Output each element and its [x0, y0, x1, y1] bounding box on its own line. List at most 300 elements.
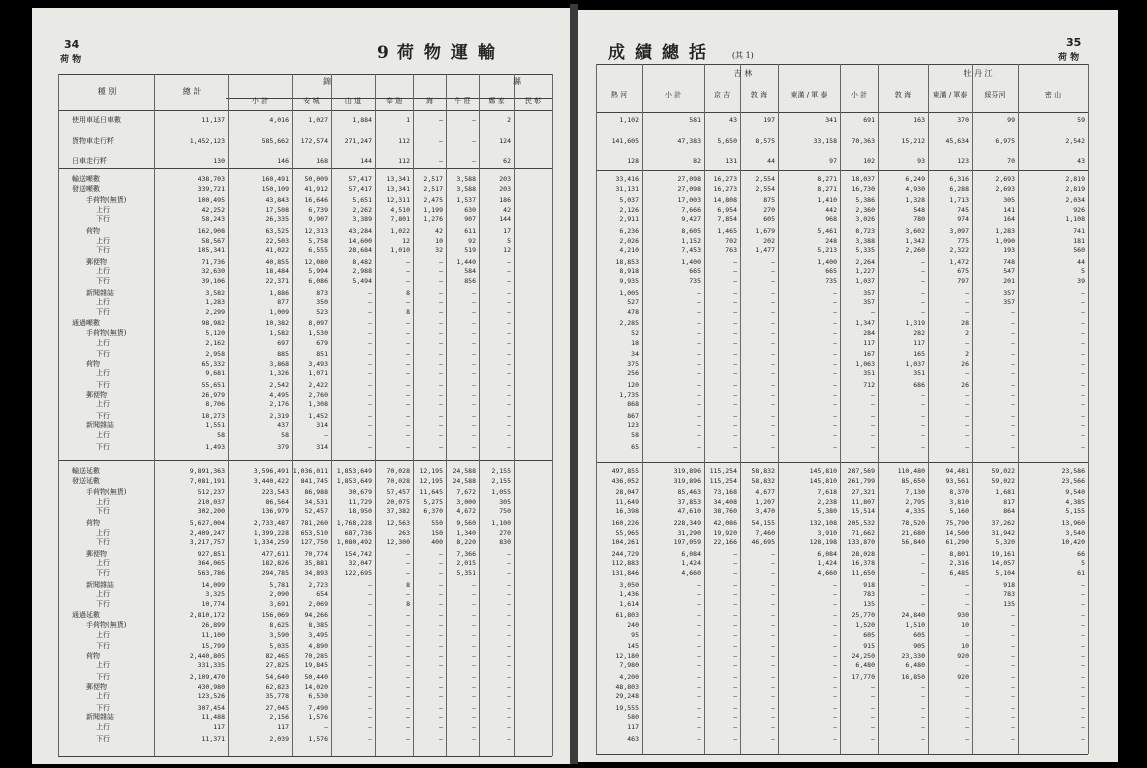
table-cell: —	[1011, 359, 1015, 368]
table-cell: —	[697, 421, 701, 430]
table-cell: 10,774	[201, 599, 225, 608]
table-cell: —	[439, 277, 443, 285]
table-cell: 1,326	[269, 369, 289, 378]
table-cell: 1,713	[949, 196, 969, 205]
table-cell: —	[1081, 703, 1085, 712]
table-cell: —	[406, 359, 410, 368]
table-cell: 78,520	[901, 519, 925, 527]
table-cell: 38,760	[713, 507, 737, 516]
table-cell: 5,781	[269, 580, 289, 589]
table-cell: —	[368, 692, 372, 701]
title-text: 荷物運輸	[396, 43, 505, 63]
table-cell: 7,980	[619, 661, 639, 670]
table-cell: 240	[627, 621, 639, 629]
table-cell: —	[1011, 621, 1015, 629]
sub-column-header: 小 計	[664, 91, 682, 99]
table-cell: 86,564	[265, 497, 289, 506]
table-cell: —	[439, 661, 443, 670]
table-cell: —	[1011, 411, 1015, 420]
column-line	[840, 64, 841, 754]
table-cell: —	[733, 713, 737, 722]
table-cell: —	[439, 642, 443, 651]
table-cell: 11,650	[851, 569, 875, 577]
table-cell: 1,100	[491, 519, 511, 527]
table-cell: 29,248	[615, 692, 639, 701]
table-cell: —	[697, 703, 701, 712]
table-cell: —	[472, 442, 476, 451]
table-cell: 11,137	[201, 116, 225, 124]
table-cell: —	[833, 288, 837, 297]
table-cell: —	[871, 400, 875, 409]
table-cell: 9,935	[619, 277, 639, 285]
table-cell: 11,645	[419, 488, 443, 497]
table-cell: 24,840	[901, 611, 925, 620]
table-cell: 4,210	[619, 246, 639, 255]
row-label: 下行	[96, 442, 110, 451]
column-line	[1018, 64, 1019, 754]
table-cell: —	[1081, 411, 1085, 420]
table-cell: 97	[829, 157, 837, 165]
table-cell: 6,316	[949, 175, 969, 183]
table-cell: 31,942	[991, 528, 1015, 537]
row-label: 手荷物(無貨)	[86, 488, 127, 497]
table-cell: 478	[627, 307, 639, 316]
table-cell: 6,086	[308, 277, 328, 285]
table-cell: 918	[1003, 580, 1015, 589]
table-cell: —	[1011, 734, 1015, 743]
table-cell: 1,071	[308, 369, 328, 378]
table-cell: 4,335	[905, 507, 925, 516]
table-cell: 18	[631, 338, 639, 347]
table-cell: —	[697, 713, 701, 722]
row-label: 上行	[96, 369, 110, 378]
table-cell: —	[472, 580, 476, 589]
table-cell: 117	[627, 723, 639, 731]
table-cell: 35,778	[265, 692, 289, 701]
table-cell: —	[406, 569, 410, 577]
rule-line	[58, 74, 552, 75]
table-cell: —	[439, 390, 443, 399]
table-cell: 5,351	[456, 569, 476, 577]
table-cell: —	[871, 421, 875, 430]
table-cell: 105,341	[197, 246, 225, 255]
table-cell: —	[921, 298, 925, 307]
table-cell: 5,275	[423, 497, 443, 506]
table-cell: —	[733, 431, 737, 439]
table-cell: 2,693	[995, 184, 1015, 193]
table-cell: 375	[627, 359, 639, 368]
table-cell: 44	[767, 157, 775, 165]
table-cell: 5	[1081, 559, 1085, 568]
table-cell: —	[406, 381, 410, 389]
table-cell: 702	[725, 236, 737, 245]
table-cell: 4,677	[755, 488, 775, 497]
table-cell: 10	[435, 236, 443, 245]
table-cell: —	[1081, 590, 1085, 599]
table-cell: —	[833, 298, 837, 307]
table-cell: 17,508	[265, 205, 289, 214]
table-cell: 1,424	[681, 559, 701, 568]
table-cell: 2,109,470	[189, 673, 225, 681]
table-cell: —	[1011, 338, 1015, 347]
table-cell: 6,288	[949, 184, 969, 193]
table-cell: 780	[913, 215, 925, 224]
table-cell: 73,168	[713, 488, 737, 497]
table-cell: 58,567	[201, 236, 225, 245]
table-cell: 11,371	[201, 734, 225, 743]
row-label: 上行	[96, 661, 110, 670]
table-cell: 915	[863, 642, 875, 651]
table-cell: —	[965, 411, 969, 420]
table-cell: 18,037	[851, 175, 875, 183]
table-cell: 163	[913, 116, 925, 124]
table-cell: 2,015	[456, 559, 476, 568]
table-cell: 136,979	[261, 507, 289, 516]
page-number: 35	[1066, 36, 1082, 49]
sub-column-header: 海	[426, 97, 433, 105]
table-cell: 14,808	[713, 196, 737, 205]
table-cell: —	[406, 329, 410, 337]
table-cell: 21,680	[901, 528, 925, 537]
table-cell: 3,440,422	[253, 476, 289, 485]
table-cell: 781,260	[300, 519, 328, 527]
table-cell: —	[965, 421, 969, 430]
row-label: 上行	[96, 400, 110, 409]
table-cell: 98,982	[201, 319, 225, 328]
table-cell: —	[1081, 723, 1085, 731]
table-cell: 581	[689, 116, 701, 124]
table-cell: 548	[913, 205, 925, 214]
table-cell: —	[406, 611, 410, 620]
table-cell: 1,347	[855, 319, 875, 328]
table-cell: 1	[406, 116, 410, 124]
row-label: 下行	[96, 507, 110, 516]
table-cell: 54,640	[265, 673, 289, 681]
table-cell: 26,335	[265, 215, 289, 224]
table-cell: 1,102	[619, 116, 639, 124]
table-cell: —	[733, 661, 737, 670]
table-cell: —	[771, 411, 775, 420]
table-cell: 205,532	[847, 519, 875, 527]
table-cell: —	[406, 661, 410, 670]
sub-column-header: 東滿 / 軍 泰	[790, 91, 828, 99]
table-cell: —	[368, 359, 372, 368]
table-cell: 201	[1003, 277, 1015, 285]
table-cell: —	[921, 390, 925, 399]
table-cell: 3,470	[755, 507, 775, 516]
table-cell: 1,886	[269, 288, 289, 297]
table-cell: 164	[1003, 215, 1015, 224]
table-cell: 167	[863, 350, 875, 359]
table-cell: 430,980	[197, 682, 225, 691]
row-label: 下行	[96, 307, 110, 316]
table-cell: —	[871, 734, 875, 743]
column-line	[928, 64, 929, 754]
table-cell: 2,440,805	[189, 651, 225, 660]
table-cell: 3,691	[269, 599, 289, 608]
table-cell: —	[368, 390, 372, 399]
table-cell: 6,084	[817, 549, 837, 558]
table-cell: 82,465	[265, 651, 289, 660]
table-cell: —	[697, 599, 701, 608]
table-cell: 357	[863, 298, 875, 307]
table-cell: —	[965, 661, 969, 670]
table-cell: 117	[213, 723, 225, 731]
table-cell: 8,482	[352, 257, 372, 266]
table-cell: —	[921, 599, 925, 608]
table-cell: —	[368, 703, 372, 712]
rule-line	[596, 462, 1088, 463]
row-label: 荷物	[86, 519, 100, 527]
table-cell: —	[697, 580, 701, 589]
table-cell: 1,853,649	[336, 476, 372, 485]
table-cell: 70,028	[386, 476, 410, 485]
table-cell: —	[771, 277, 775, 285]
table-cell: —	[965, 307, 969, 316]
table-cell: 1,055	[491, 488, 511, 497]
table-cell: —	[833, 580, 837, 589]
table-cell: —	[697, 319, 701, 328]
table-cell: 2,958	[205, 350, 225, 359]
table-cell: 28,028	[851, 549, 875, 558]
table-cell: 1,009	[269, 307, 289, 316]
table-cell: —	[368, 642, 372, 651]
table-cell: —	[1081, 713, 1085, 722]
table-cell: —	[697, 590, 701, 599]
table-cell: 156,069	[261, 611, 289, 620]
table-cell: —	[406, 673, 410, 681]
table-cell: —	[733, 257, 737, 266]
table-cell: 93,561	[945, 476, 969, 485]
table-cell: 99	[1007, 116, 1015, 124]
table-cell: —	[368, 411, 372, 420]
table-cell: 2,262	[352, 205, 372, 214]
table-cell: 1,108	[1065, 215, 1085, 224]
table-cell: —	[472, 692, 476, 701]
table-cell: 6,249	[905, 175, 925, 183]
table-cell: —	[406, 257, 410, 266]
table-cell: 3,050	[619, 580, 639, 589]
table-cell: 563,786	[197, 569, 225, 577]
table-cell: 351	[913, 369, 925, 378]
table-cell: —	[833, 734, 837, 743]
table-cell: 6,555	[308, 246, 328, 255]
table-cell: 33,416	[615, 175, 639, 183]
table-cell: —	[368, 580, 372, 589]
table-cell: 145,810	[809, 476, 837, 485]
row-label: 下行	[96, 734, 110, 743]
table-cell: 12,311	[386, 196, 410, 205]
table-cell: —	[472, 298, 476, 307]
table-cell: —	[833, 442, 837, 451]
table-cell: 527	[627, 298, 639, 307]
table-cell: 52	[631, 329, 639, 337]
table-cell: 930	[957, 611, 969, 620]
table-cell: 48,803	[615, 682, 639, 691]
table-cell: —	[1081, 673, 1085, 681]
table-cell: —	[1011, 630, 1015, 639]
table-cell: 37,382	[386, 507, 410, 516]
table-cell: 331,335	[197, 661, 225, 670]
table-cell: —	[697, 359, 701, 368]
table-cell: —	[406, 734, 410, 743]
table-cell: 16,273	[713, 184, 737, 193]
table-cell: —	[472, 157, 476, 165]
table-cell: —	[921, 431, 925, 439]
table-cell: —	[472, 734, 476, 743]
table-cell: 5,037	[619, 196, 639, 205]
table-cell: —	[771, 350, 775, 359]
table-cell: 9,891,363	[189, 467, 225, 475]
table-cell: 1,400	[681, 257, 701, 266]
table-cell: —	[507, 651, 511, 660]
table-cell: —	[965, 338, 969, 347]
table-cell: 2,422	[308, 381, 328, 389]
column-line	[1088, 64, 1089, 754]
table-cell: 19,920	[713, 528, 737, 537]
table-cell: —	[833, 359, 837, 368]
sub-column-header: 奉 迦	[385, 97, 403, 105]
table-cell: —	[833, 390, 837, 399]
table-cell: 2,810,172	[189, 611, 225, 620]
table-cell: 1,410	[817, 196, 837, 205]
table-cell: 123	[957, 157, 969, 165]
table-cell: 57,457	[386, 488, 410, 497]
table-cell: —	[871, 713, 875, 722]
table-cell: 8	[406, 288, 410, 297]
table-cell: —	[368, 734, 372, 743]
sub-column-header: 綏芬河	[984, 91, 1006, 99]
table-cell: 13,960	[1061, 519, 1085, 527]
table-cell: —	[871, 431, 875, 439]
table-cell: —	[1081, 431, 1085, 439]
title-number: 9	[377, 43, 389, 63]
row-label: 上行	[96, 559, 110, 568]
column-header-total: 總 計	[182, 87, 202, 96]
table-cell: 2,517	[423, 175, 443, 183]
table-cell: 1,472	[949, 257, 969, 266]
table-cell: —	[733, 442, 737, 451]
table-cell: 20,075	[386, 497, 410, 506]
table-cell: 3,000	[456, 497, 476, 506]
table-cell: —	[833, 350, 837, 359]
table-cell: 9,907	[308, 215, 328, 224]
table-cell: —	[368, 288, 372, 297]
table-cell: —	[965, 599, 969, 608]
table-cell: 30,679	[348, 488, 372, 497]
table-cell: 920	[957, 651, 969, 660]
sub-column-header: 小 計	[251, 97, 269, 105]
table-cell: —	[771, 723, 775, 731]
table-cell: 35,881	[304, 559, 328, 568]
table-cell: —	[1011, 400, 1015, 409]
table-cell: —	[871, 390, 875, 399]
table-cell: 62	[503, 157, 511, 165]
table-cell: —	[406, 421, 410, 430]
table-cell: —	[771, 621, 775, 629]
table-cell: —	[439, 599, 443, 608]
table-cell: 1,152	[681, 236, 701, 245]
table-cell: 15,514	[851, 507, 875, 516]
table-cell: —	[733, 569, 737, 577]
table-cell: —	[771, 390, 775, 399]
table-cell: 71,736	[201, 257, 225, 266]
table-cell: 210,037	[197, 497, 225, 506]
table-cell: —	[771, 421, 775, 430]
row-label: 新聞雜誌	[86, 288, 114, 297]
table-cell: 102	[863, 157, 875, 165]
table-cell: 1,530	[308, 329, 328, 337]
table-cell: —	[406, 692, 410, 701]
table-cell: 33,158	[813, 136, 837, 145]
row-label: 新聞雜誌	[86, 713, 114, 722]
table-cell: 364,065	[197, 559, 225, 568]
table-cell: 7,460	[755, 528, 775, 537]
table-cell: —	[921, 590, 925, 599]
row-label: 手荷物(無貨)	[86, 621, 127, 629]
table-cell: 18,484	[265, 267, 289, 276]
table-cell: 968	[825, 215, 837, 224]
table-cell: —	[871, 703, 875, 712]
row-label: 上行	[96, 431, 110, 439]
table-cell: —	[368, 599, 372, 608]
table-cell: —	[507, 723, 511, 731]
row-label: 上行	[96, 267, 110, 276]
table-cell: —	[368, 381, 372, 389]
table-cell: —	[771, 298, 775, 307]
table-cell: 319,896	[673, 467, 701, 475]
table-cell: —	[733, 703, 737, 712]
table-cell: 1,005	[619, 288, 639, 297]
table-cell: —	[697, 390, 701, 399]
table-cell: —	[1011, 713, 1015, 722]
table-cell: 7,490	[308, 703, 328, 712]
table-cell: 3,910	[817, 528, 837, 537]
table-cell: 3,388	[855, 236, 875, 245]
table-cell: —	[771, 599, 775, 608]
table-cell: —	[1081, 642, 1085, 651]
table-cell: —	[733, 549, 737, 558]
table-cell: 1,063	[855, 359, 875, 368]
table-cell: 8,271	[817, 175, 837, 183]
table-cell: 5,104	[995, 569, 1015, 577]
table-cell: —	[833, 651, 837, 660]
table-cell: —	[439, 734, 443, 743]
table-cell: 8,271	[817, 184, 837, 193]
table-cell: 8,385	[308, 621, 328, 629]
table-cell: 203	[499, 184, 511, 193]
table-cell: 2,819	[1065, 184, 1085, 193]
table-cell: —	[1081, 350, 1085, 359]
table-cell: —	[1011, 319, 1015, 328]
table-cell: —	[771, 307, 775, 316]
table-cell: —	[697, 682, 701, 691]
table-cell: —	[771, 713, 775, 722]
table-cell: 868	[627, 400, 639, 409]
table-cell: —	[833, 338, 837, 347]
table-cell: —	[733, 390, 737, 399]
row-label: 郵便物	[86, 257, 107, 266]
table-cell: 1,436	[619, 590, 639, 599]
table-cell: 1,283	[995, 227, 1015, 235]
table-cell: 1,037	[855, 277, 875, 285]
table-cell: —	[1011, 692, 1015, 701]
table-cell: —	[439, 267, 443, 276]
table-cell: 3,389	[352, 215, 372, 224]
table-cell: 5,213	[817, 246, 837, 255]
table-cell: 55,965	[615, 528, 639, 537]
table-cell: 112,883	[611, 559, 639, 568]
